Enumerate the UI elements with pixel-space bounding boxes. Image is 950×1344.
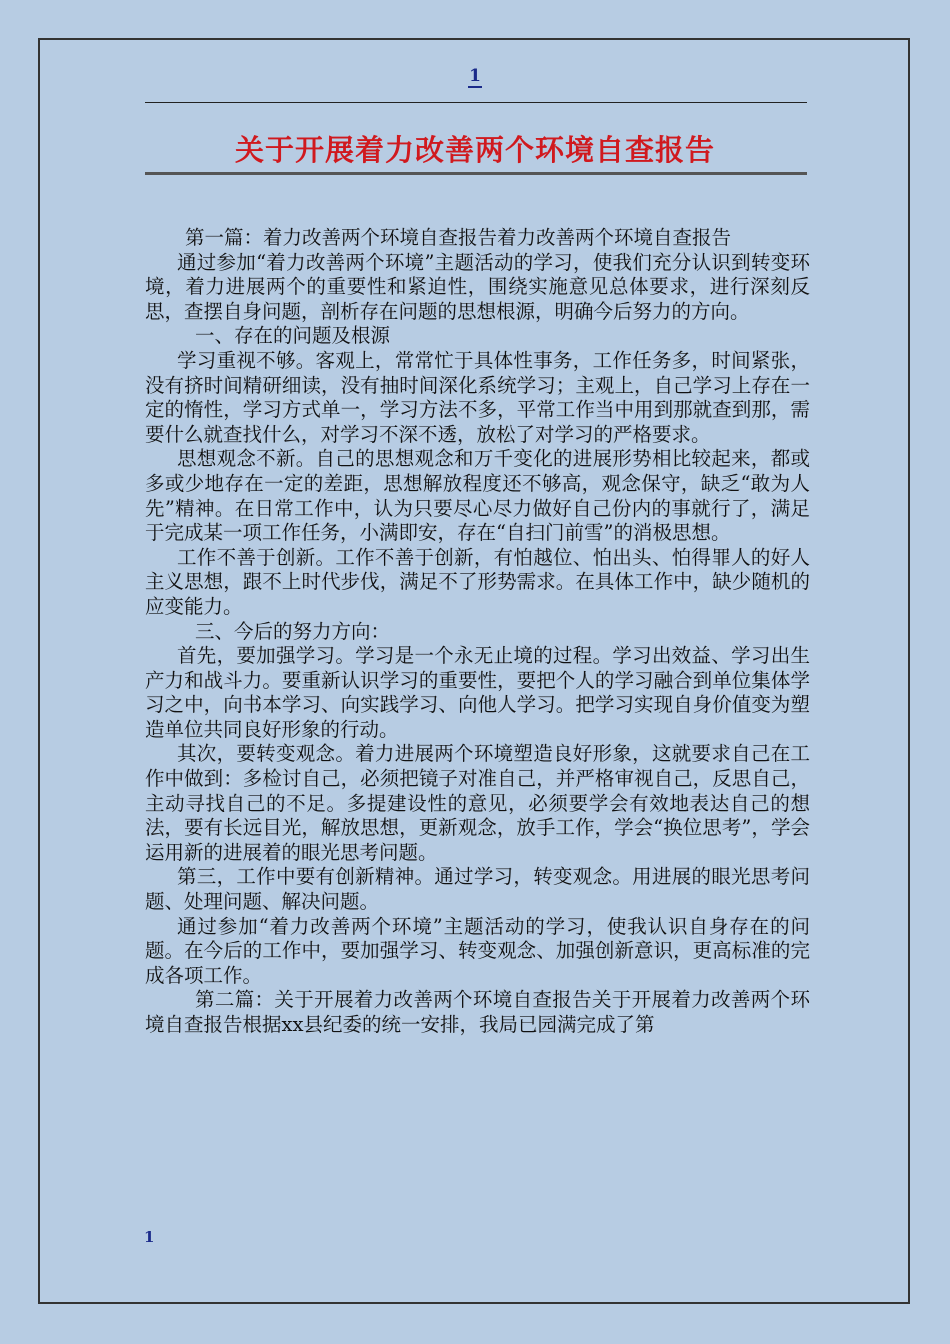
body-paragraph: 思想观念不新。自己的思想观念和万千变化的进展形势相比较起来，都或多或少地存在一定的差距，思想解放程度还不够高，观念保守，缺乏“敢为人先”精神。在日常工作中，认为只要尽心尽力做好自己份内的事就行了，满足于完成某一项工作任务，小满即安，存在“自扫门前雪”的消极思想。 — [145, 447, 810, 545]
body-paragraph: 第三，工作中要有创新精神。通过学习，转变观念。用进展的眼光思考问题、处理问题、解决问题。 — [145, 865, 810, 914]
header-page-number: 1 — [469, 66, 481, 86]
section-heading-part-two: 第二篇：关于开展着力改善两个环境自查报告关于开展着力改善两个环境自查报告根据xx县纪委的统一安排，我局已园满完成了第 — [145, 988, 810, 1036]
body-paragraph: 首先，要加强学习。学习是一个永无止境的过程。学习出效益、学习出生产力和战斗力。要重新认识学习的重要性，要把个人的学习融合到单位集体学习之中，向书本学习、向实践学习、向他人学习。把学习实现自身价值变为塑造单位共同良好形象的行动。 — [145, 644, 810, 741]
body-paragraph: 通过参加“着力改善两个环境”主题活动的学习，使我认识自身存在的问题。在今后的工作中，要加强学习、转变观念、加强创新意识，更高标准的完成各项工作。 — [145, 914, 810, 987]
header-rule — [145, 102, 807, 103]
section-heading-part-one: 第一篇：着力改善两个环境自查报告着力改善两个环境自查报告 — [185, 226, 732, 249]
document-title: 关于开展着力改善两个环境自查报告 — [234, 133, 715, 167]
section-heading: 一、存在的问题及根源 — [195, 324, 391, 348]
body-paragraph: 其次，要转变观念。着力进展两个环境塑造良好形象，这就要求自己在工作中做到：多检讨自己，必须把镜子对准自己，并严格审视自己，反思自己，主动寻找自己的不足。多提建设性的意见，必须要学会有效地表达自己的想法，要有长远目光，解放思想，更新观念，放手工作，学会“换位思考”，学会运用新的进展着的眼光思考问题。 — [145, 742, 810, 864]
title-rule — [145, 172, 807, 175]
footer-page-number: 1 — [144, 1228, 155, 1246]
body-paragraph: 工作不善于创新。工作不善于创新，有怕越位、怕出头、怕得罪人的好人主义思想，跟不上时代步伐，满足不了形势需求。在具体工作中，缺少随机的应变能力。 — [145, 545, 810, 618]
body-paragraph: 学习重视不够。客观上，常常忙于具体性事务，工作任务多，时间紧张，没有挤时间精研细读，没有抽时间深化系统学习；主观上，自己学习上存在一定的惰性，学习方式单一，学习方法不多，平常工作当中用到那就查到那，需要什么就查找什么，对学习不深不透，放松了对学习的严格要求。 — [145, 348, 810, 446]
section-heading: 三、今后的努力方向： — [195, 619, 391, 643]
document-body — [145, 226, 810, 1038]
body-paragraph: 通过参加“着力改善两个环境”主题活动的学习，使我们充分认识到转变环境，着力进展两个的重要性和紧迫性，围绕实施意见总体要求，进行深刻反思，查摆自身问题，剖析存在问题的思想根源，明确今后努力的方向。 — [145, 250, 810, 323]
